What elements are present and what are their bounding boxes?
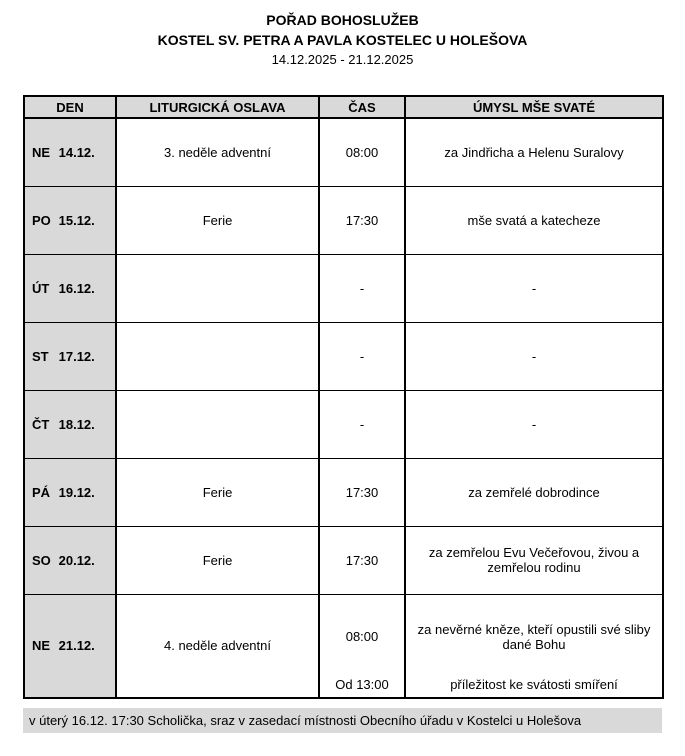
day-abbr: NE — [32, 144, 51, 160]
day-cell — [24, 390, 116, 458]
intention-entry-2: příležitost ke svátosti smíření — [450, 676, 618, 692]
table-row — [24, 322, 663, 390]
intention-cell: za Jindřicha a Helenu Suralovy — [405, 118, 663, 186]
time-cell: 17:30 — [319, 458, 405, 526]
page-subtitle: KOSTEL SV. PETRA A PAVLA KOSTELEC U HOLEŠOVA — [157, 32, 528, 48]
day-cell — [24, 458, 116, 526]
day-date: 17.12. — [58, 348, 95, 364]
day-abbr: ČT — [32, 416, 50, 432]
time-entry-1: 08:00 — [345, 629, 379, 645]
day-date: 14.12. — [58, 144, 95, 160]
intention-cell: za zemřelé dobrodince — [405, 458, 663, 526]
day-cell — [24, 526, 116, 594]
intention-cell: mše svatá a katecheze — [405, 186, 663, 254]
table-header-row — [24, 96, 663, 118]
column-header-umysl: ÚMYSL MŠE SVATÉ — [405, 96, 663, 118]
day-date: 20.12. — [58, 552, 95, 568]
schedule-table — [23, 95, 664, 699]
document-header — [23, 10, 662, 69]
intention-cell: - — [405, 390, 663, 458]
intention-entry-1: za nevěrné kněze, kteří opustili své sliby dané Bohu — [417, 621, 651, 652]
day-abbr: PO — [32, 212, 51, 228]
celebration-cell: 4. neděle adventní — [116, 594, 319, 698]
intention-cell — [405, 594, 663, 698]
table-row — [24, 254, 663, 322]
table-row — [24, 526, 663, 594]
day-date: 19.12. — [58, 484, 95, 500]
intention-cell: za zemřelou Evu Večeřovou, živou a zemřelou rodinu — [405, 526, 663, 594]
day-abbr: SO — [32, 552, 51, 568]
intention-stack — [410, 597, 658, 695]
column-header-cas: ČAS — [319, 96, 405, 118]
day-date: 21.12. — [58, 638, 95, 654]
intention-cell: - — [405, 254, 663, 322]
intention-cell: - — [405, 322, 663, 390]
day-date: 18.12. — [58, 416, 95, 432]
day-date: 16.12. — [58, 280, 95, 296]
time-cell: 17:30 — [319, 526, 405, 594]
day-cell — [24, 594, 116, 698]
day-abbr: ÚT — [32, 280, 50, 296]
table-row — [24, 390, 663, 458]
day-abbr: PÁ — [32, 484, 51, 500]
celebration-cell: Ferie — [116, 458, 319, 526]
table-row — [24, 118, 663, 186]
celebration-cell: Ferie — [116, 186, 319, 254]
table-row — [24, 594, 663, 698]
celebration-cell: Ferie — [116, 526, 319, 594]
celebration-cell — [116, 254, 319, 322]
day-date: 15.12. — [58, 212, 95, 228]
column-header-den: DEN — [24, 96, 116, 118]
date-range: 14.12.2025 - 21.12.2025 — [271, 52, 414, 67]
day-cell — [24, 186, 116, 254]
table-row — [24, 186, 663, 254]
day-cell — [24, 254, 116, 322]
day-abbr: ST — [32, 348, 49, 364]
time-stack — [324, 597, 400, 695]
time-entry-2: Od 13:00 — [335, 676, 389, 692]
table-row — [24, 458, 663, 526]
time-cell — [319, 594, 405, 698]
page-title: POŘAD BOHOSLUŽEB — [266, 12, 419, 28]
time-cell: - — [319, 322, 405, 390]
time-cell: 08:00 — [319, 118, 405, 186]
time-cell: - — [319, 390, 405, 458]
time-cell: - — [319, 254, 405, 322]
footer-note: v úterý 16.12. 17:30 Scholička, sraz v zasedací místnosti Obecního úřadu v Kostelci u Holešova — [23, 708, 662, 733]
celebration-cell: 3. neděle adventní — [116, 118, 319, 186]
celebration-cell — [116, 322, 319, 390]
day-cell — [24, 118, 116, 186]
column-header-liturgicka-oslava: LITURGICKÁ OSLAVA — [116, 96, 319, 118]
day-abbr: NE — [32, 638, 51, 654]
day-cell — [24, 322, 116, 390]
celebration-cell — [116, 390, 319, 458]
time-cell: 17:30 — [319, 186, 405, 254]
